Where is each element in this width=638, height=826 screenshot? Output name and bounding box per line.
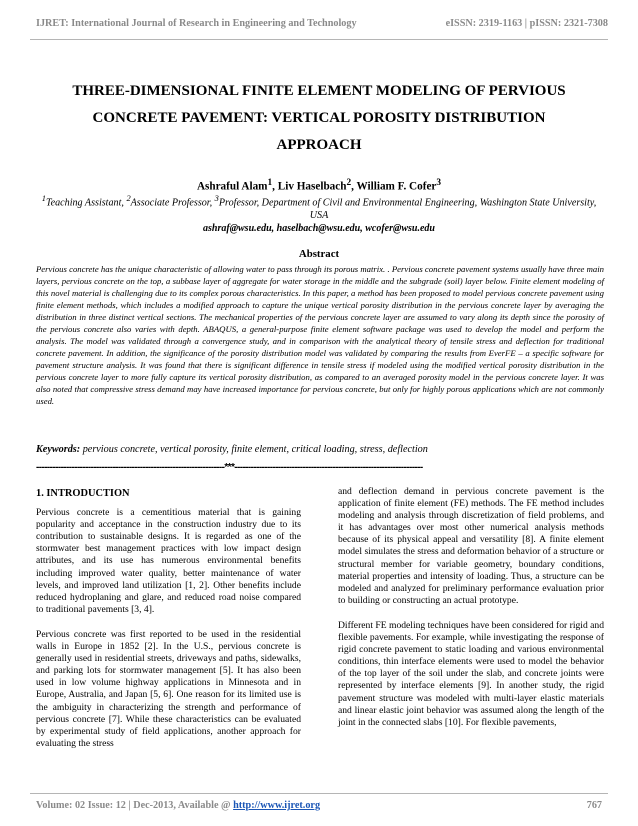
title-line-3: APPROACH — [276, 137, 362, 153]
header-rule — [30, 39, 608, 40]
author-1: Ashraful Alam — [196, 180, 268, 193]
keywords-text: pervious concrete, vertical porosity, finite element, critical loading, stress, deflection — [80, 444, 428, 455]
footer-volume — [36, 800, 320, 811]
affil-mark-1: 1 — [41, 194, 46, 203]
right-column — [338, 486, 604, 742]
abstract-heading: Abstract — [298, 248, 340, 260]
page-number: 767 — [586, 800, 602, 811]
author-emails: ashraf@wsu.edu, haselbach@wsu.edu, wcofer@wsu.edu — [203, 223, 435, 234]
author-sep-1: , — [272, 180, 278, 193]
keywords-label: Keywords: — [36, 444, 81, 455]
author-2: Liv Haselbach — [277, 180, 347, 193]
author-sep-2: , — [351, 180, 357, 193]
affil-mark-2: 2 — [126, 194, 131, 203]
section-heading-introduction: 1. INTRODUCTION — [36, 488, 130, 499]
paragraph: Pervious concrete is a cementitious material that is gaining popularity and acceptance in the construction industry due to its contribution to sustainable designs. It is regarded as one of the stormwater best management practices with low impact design attributes, and its use has numerous environmental benefits including improved water quality, better maintenance of water levels, and improved land utilization [1, 2]. Other benefits include reduced hydroplaning and glare, and reduced road noise compared to traditional pavements [3, 4]. — [36, 507, 301, 615]
author-3: William F. Cofer — [356, 180, 437, 193]
paragraph: and deflection demand in pervious concrete pavement is the application of finite element (FE) methods. The FE method includes modeling and analysis through discretization of field problems, and it has advantages over most other numerical analysis methods because of its physical appeal and versatility [8]. A finite element model simulates the stress and deformation behavior of a structure or structural member for variable geometry, boundary conditions, material properties and intensity of loading. Thus, a structure can be modeled and analyzed for preliminary performance evaluation prior to building or constructing an actual prototype. — [338, 486, 604, 606]
journal-link[interactable]: http://www.ijret.org — [233, 800, 321, 811]
issn-number: eISSN: 2319-1163 | pISSN: 2321-7308 — [445, 18, 608, 29]
affil-text-1: Teaching Assistant, — [45, 197, 127, 209]
affil-text-3: Professor, Department of Civil and Environmental Engineering, Washington State University, USA — [218, 197, 597, 221]
author-3-mark: 3 — [436, 178, 442, 188]
title-line-2: CONCRETE PAVEMENT: VERTICAL POROSITY DISTRIBUTION — [92, 110, 546, 126]
title-line-1: THREE-DIMENSIONAL FINITE ELEMENT MODELING OF PERVIOUS — [72, 83, 566, 99]
keywords — [36, 444, 604, 455]
running-header — [30, 18, 608, 32]
paper-title — [30, 78, 608, 159]
author-1-mark: 1 — [267, 178, 273, 188]
section-separator: ---------------------------------------------------------------------***--------------------------------------------------------------------- — [36, 462, 423, 473]
author-2-mark: 2 — [346, 178, 352, 188]
affiliation — [34, 193, 604, 222]
abstract-text: Pervious concrete has the unique characteristic of allowing water to pass through its porous matrix. . Pervious concrete pavement systems usually have three main layers, pervious concrete on the top, a subbase layer of aggregate for water storage in the middle and the subgrade (soil) layer below. Finite element modeling of this novel material is challenging due to its complex porous characteristics. In this paper, a method has been proposed to model pervious concrete pavement using finite element methods, which includes a modified approach to capture the unique vertical porosity distribution in the pervious concrete layer by averaging the distribution in three distinct vertical sections. The mechanical properties of the pervious concrete layer are assumed to vary along its depth since the porosity of the pervious concrete also varies with depth. ABAQUS, a general-purpose finite element software package was used to develop the model and perform the analysis. The model was validated through a convergence study, and in comparison with the analytical theory of tensile stress and deflection for traditional concrete pavement. In addition, the significance of the porosity distribution model was validated by comparing the results from EverFE – a specific software for pavement structure analysis. It was found that there is significant difference in tensile stress if modeled using the modified vertical porosity distribution in the pervious concrete layer to more fully capture its vertical porosity distribution, as compared to an averaged porosity model in the pervious concrete layer. It was also noted that compressive stress demand may have increased importance for pervious concrete, but only for highly porous applications which are not commonly used. — [36, 264, 604, 406]
affil-mark-3: 3 — [214, 194, 219, 203]
paragraph: Different FE modeling techniques have been considered for rigid and flexible pavements. For example, while investigating the response of rigid concrete pavement to static loading and various environmental conditions, thin interface elements were used to model the behavior of the top layer of the soil under the slab, and concrete joints were represented by interface elements [9]. In another study, the rigid pavement structure was modeled with multi-layer elastic materials and linear elastic joint behavior was assumed along the length of the joint in the connected slabs [10]. For flexible pavements, — [338, 619, 604, 728]
affil-text-2: Associate Professor, — [130, 197, 215, 209]
page-footer — [36, 800, 602, 814]
paragraph: Pervious concrete was first reported to be used in the residential walls in Europe in 1852 [2]. In the U.S., pervious concrete is generally used in residential streets, driveways and paths, sidewalks, and parking lots for stormwater management [5]. It has also been used in low volume highway applications in Minnesota and in Europe, Australia, and Japan [5, 6]. One reason for its limited use is the ambiguity in characterizing the strength and performance of pervious concrete [7]. While these characteristics can be evaluated by experimental study of field applications, another approach for evaluating the stress — [36, 628, 301, 749]
footer-rule — [30, 793, 608, 794]
footer-volume-text: Volume: 02 Issue: 12 | Dec-2013, Available @ — [36, 800, 234, 811]
journal-name: IJRET: International Journal of Research in Engineering and Technology — [36, 18, 357, 29]
left-column — [36, 486, 301, 763]
author-list — [30, 178, 608, 193]
